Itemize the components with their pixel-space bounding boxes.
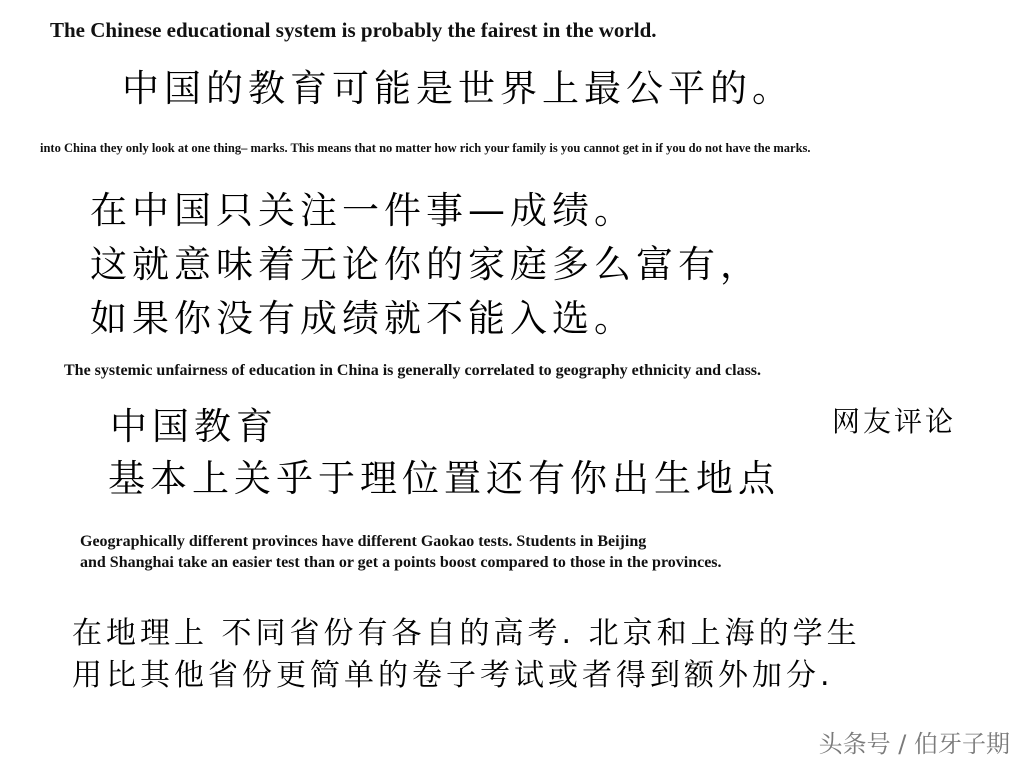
english-geography-line-1: Geographically different provinces have different Gaokao tests. Students in Beijing (80, 533, 647, 550)
english-title: The Chinese educational system is probably the fairest in the world. (50, 18, 657, 42)
chinese-marks-line-3: 如果你没有成绩就不能入选。 (90, 297, 636, 340)
english-marks-sentence: into China they only look at one thing– marks. This means that no matter how rich your family is you cannot get in if you do not have the marks. (40, 141, 811, 155)
chinese-systemic-line-1: 中国教育 (110, 405, 278, 448)
chinese-title: 中国的教育可能是世界上最公平的。 (122, 67, 794, 110)
chinese-marks-line-1: 在中国只关注一件事—成绩。 (90, 189, 636, 232)
chinese-geography-line-1: 在地理上 不同省份有各自的高考. 北京和上海的学生 (72, 616, 861, 651)
chinese-geography-line-2: 用比其他省份更简单的卷子考试或者得到额外加分. (72, 658, 834, 693)
chinese-systemic-line-2: 基本上关乎于理位置还有你出生地点 (108, 457, 780, 500)
english-systemic-sentence: The systemic unfairness of education in China is generally correlated to geography ethnicity and class. (64, 362, 762, 379)
chinese-marks-line-2: 这就意味着无论你的家庭多么富有， (90, 243, 762, 286)
watermark: 头条号 / 伯牙子期 (818, 730, 1010, 758)
netizen-comment-label: 网友评论 (832, 405, 957, 438)
english-geography-line-2: and Shanghai take an easier test than or get a points boost compared to those in the provinces. (80, 554, 722, 571)
